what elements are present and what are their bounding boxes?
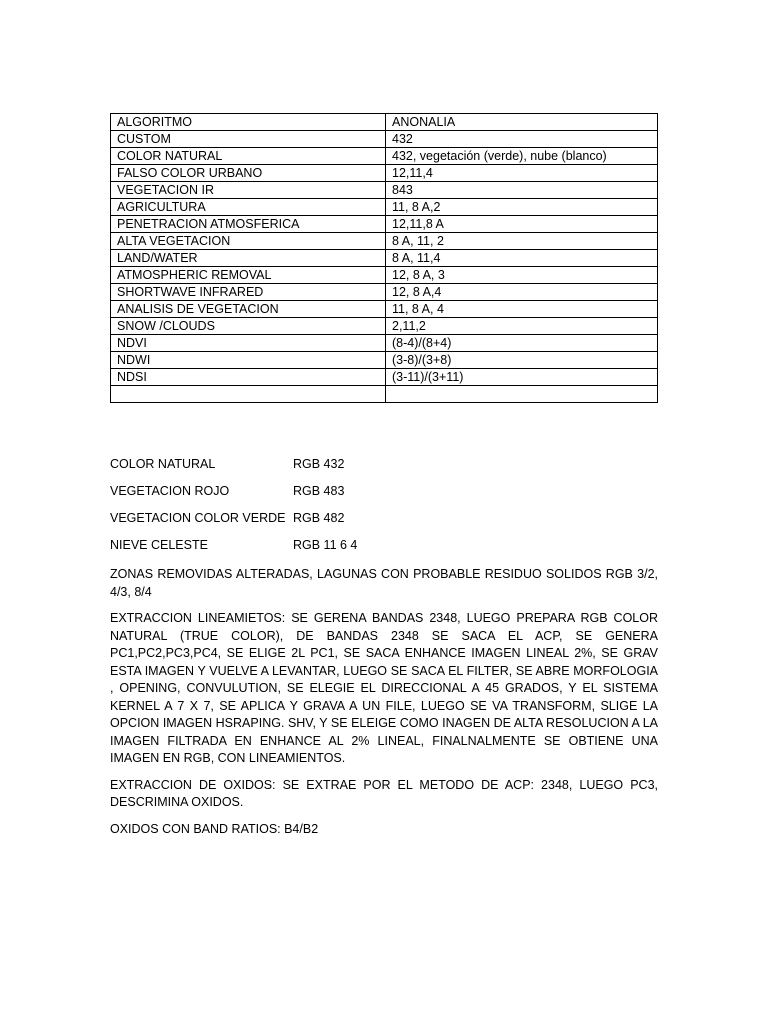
table-row [111, 182, 658, 199]
table-header-row [111, 114, 658, 131]
rgb-value: RGB 482 [293, 511, 345, 525]
table-row [111, 250, 658, 267]
list-item [110, 538, 658, 565]
anomaly-cell: 432, vegetación (verde), nube (blanco) [386, 148, 658, 165]
algorithm-cell: NDWI [111, 352, 386, 369]
header-cell-algoritmo: ALGORITMO [111, 114, 386, 131]
anomaly-cell: 12, 8 A, 3 [386, 267, 658, 284]
algorithm-cell: LAND/WATER [111, 250, 386, 267]
algorithm-cell: SHORTWAVE INFRARED [111, 284, 386, 301]
paragraph: EXTRACCION DE OXIDOS: SE EXTRAE POR EL METODO DE ACP: 2348, LUEGO PC3, DESCRIMINA OXIDOS. [110, 777, 658, 809]
anomaly-cell: (3-8)/(3+8) [386, 352, 658, 369]
anomaly-cell [386, 386, 658, 403]
rgb-value: RGB 11 6 4 [293, 538, 358, 552]
anomaly-cell: (8-4)/(8+4) [386, 335, 658, 352]
algorithm-table [110, 113, 658, 403]
rgb-label: VEGETACION ROJO [110, 484, 230, 498]
anomaly-cell: 8 A, 11, 2 [386, 233, 658, 250]
table-row [111, 352, 658, 369]
table-row [111, 165, 658, 182]
algorithm-cell: AGRICULTURA [111, 199, 386, 216]
table-row [111, 216, 658, 233]
anomaly-cell: 2,11,2 [386, 318, 658, 335]
table-row [111, 148, 658, 165]
rgb-label: NIEVE CELESTE [110, 538, 208, 552]
table-row [111, 199, 658, 216]
paragraph: EXTRACCION LINEAMIETOS: SE GERENA BANDAS 2348, LUEGO PREPARA RGB COLOR NATURAL (TRUE COLOR), DE BANDAS 2348 SE SACA EL ACP, SE GENERA PC1,PC2,PC3,PC4, SE ELIGE 2L PC1, SE SACA ENHANCE IMAGEN LINEAL 2%, SE GRAV ESTA IMAGEN Y VUELVE A LEVANTAR, LUEGO SE SACA EL FILTER, SE ABRE MORFOLOGIA , OPENING, CONVULUTION, SE ELEGIE EL DIRECCIONAL A 45 GRADOS, Y EL SISTEMA KERNEL A 7 X 7, SE APLICA Y GRAVA A UN FILE, LUEGO SE VA TRANSFORM, SLIGE LA OPCION IMAGEN HSRAPING. SHV, Y SE ELEIGE COMO INAGEN DE ALTA RESOLUCION A LA IMAGEN FILTRADA EN ENHANCE AL 2% LINEAL, FINALNALMENTE SE OBTIENE UNA IMAGEN EN RGB, CON LINEAMIENTOS. [110, 611, 658, 765]
anomaly-cell: 11, 8 A,2 [386, 199, 658, 216]
notes-section [110, 566, 658, 847]
anomaly-cell: 8 A, 11,4 [386, 250, 658, 267]
paragraph: ZONAS REMOVIDAS ALTERADAS, LAGUNAS CON PROBABLE RESIDUO SOLIDOS RGB 3/2, 4/3, 8/4 [110, 567, 658, 599]
anomaly-cell: 12,11,8 A [386, 216, 658, 233]
table-row [111, 233, 658, 250]
anomaly-cell: 12, 8 A,4 [386, 284, 658, 301]
rgb-combination-list [110, 457, 658, 565]
anomaly-cell: 12,11,4 [386, 165, 658, 182]
algorithm-cell: SNOW /CLOUDS [111, 318, 386, 335]
rgb-label: COLOR NATURAL [110, 457, 216, 471]
table-row [111, 386, 658, 403]
table-row [111, 131, 658, 148]
list-item [110, 484, 658, 511]
algorithm-cell: PENETRACION ATMOSFERICA [111, 216, 386, 233]
anomaly-cell: 432 [386, 131, 658, 148]
algorithm-cell: FALSO COLOR URBANO [111, 165, 386, 182]
algorithm-cell: NDVI [111, 335, 386, 352]
anomaly-cell: (3-11)/(3+11) [386, 369, 658, 386]
anomaly-cell: 843 [386, 182, 658, 199]
table-row [111, 335, 658, 352]
algorithm-cell: COLOR NATURAL [111, 148, 386, 165]
algorithm-cell: ALTA VEGETACION [111, 233, 386, 250]
algorithm-cell: VEGETACION IR [111, 182, 386, 199]
algorithm-cell [111, 386, 386, 403]
table-row [111, 369, 658, 386]
paragraph: OXIDOS CON BAND RATIOS: B4/B2 [110, 821, 319, 836]
algorithm-cell: ATMOSPHERIC REMOVAL [111, 267, 386, 284]
header-cell-anonalia: ANONALIA [386, 114, 658, 131]
algorithm-cell: ANALISIS DE VEGETACION [111, 301, 386, 318]
anomaly-cell: 11, 8 A, 4 [386, 301, 658, 318]
table-row [111, 318, 658, 335]
rgb-value: RGB 483 [293, 484, 345, 498]
list-item [110, 457, 658, 484]
algorithm-cell: CUSTOM [111, 131, 386, 148]
table-row [111, 301, 658, 318]
table-row [111, 267, 658, 284]
rgb-value: RGB 432 [293, 457, 345, 471]
list-item [110, 511, 658, 538]
table-row [111, 284, 658, 301]
rgb-label: VEGETACION COLOR VERDE [110, 511, 286, 525]
algorithm-cell: NDSI [111, 369, 386, 386]
algorithm-table-body [111, 114, 658, 403]
